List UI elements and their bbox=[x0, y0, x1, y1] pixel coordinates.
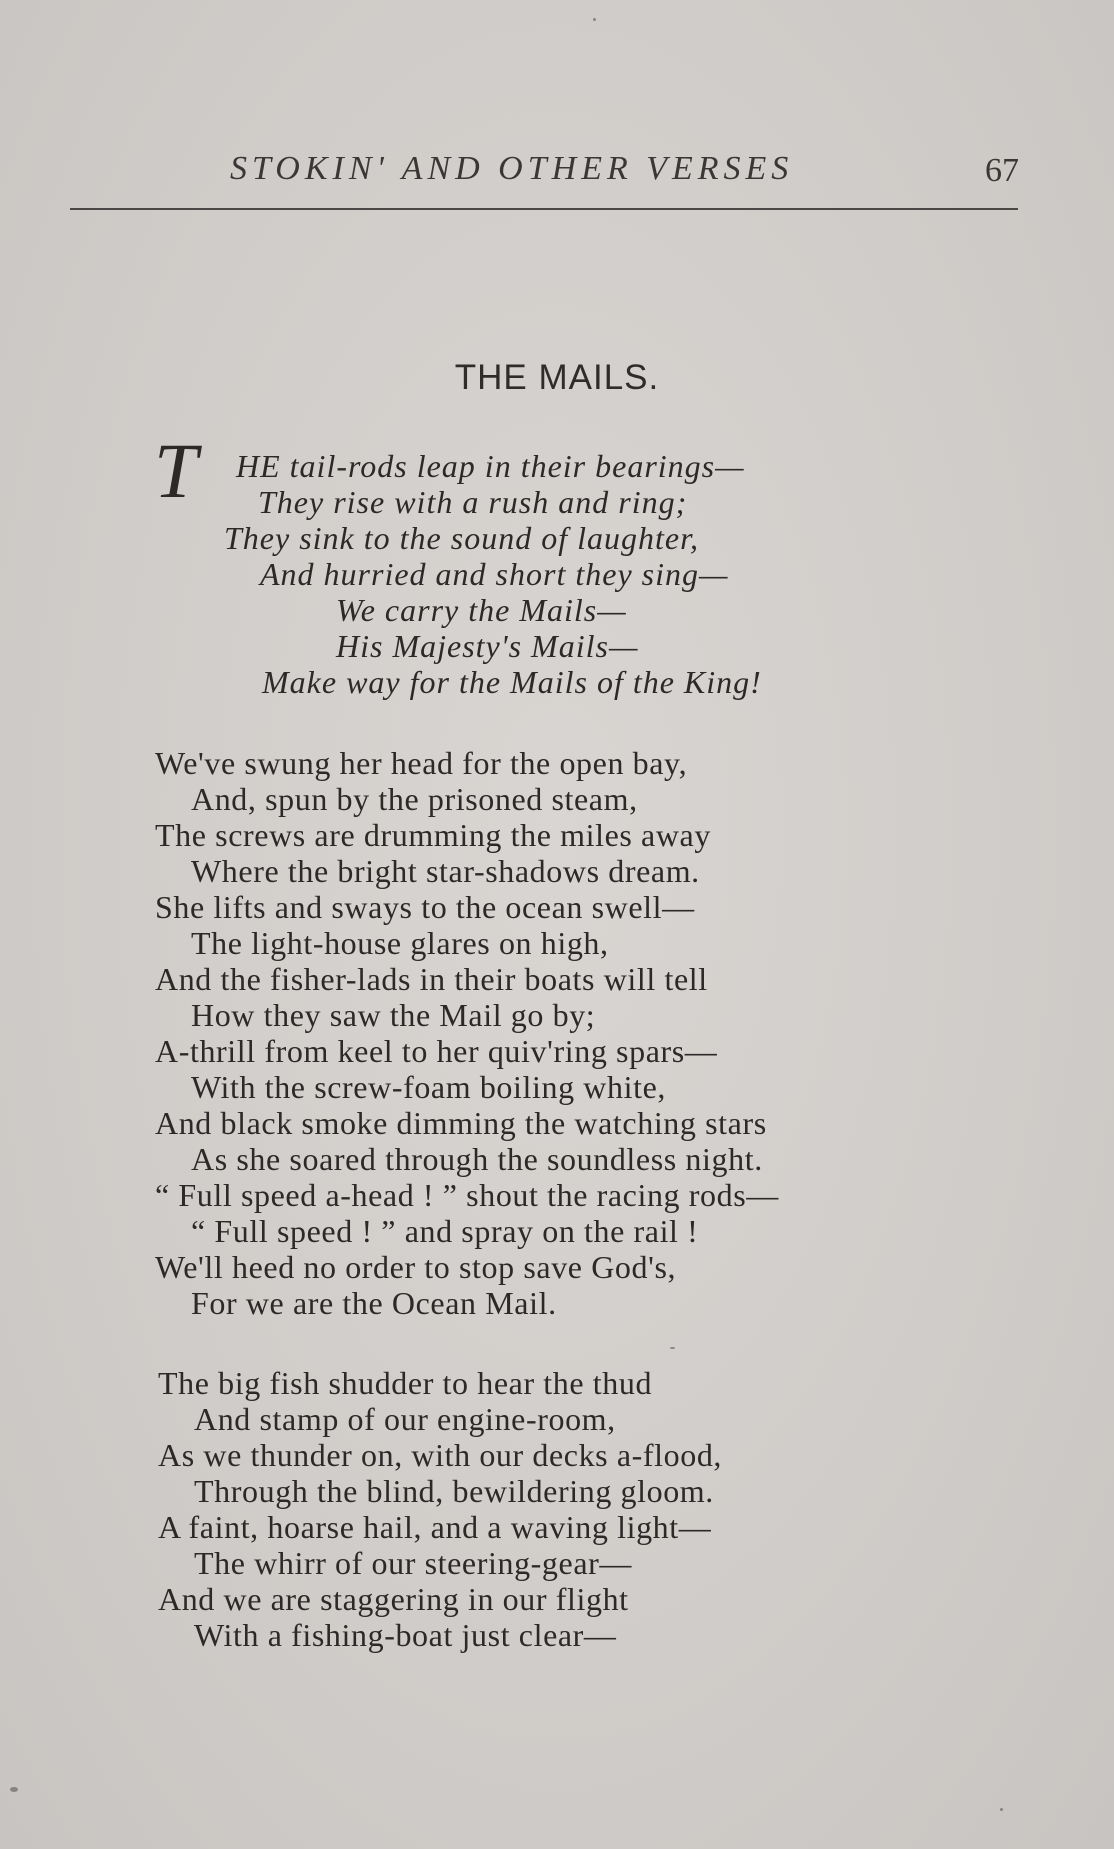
stanza1-line: And hurried and short they sing— bbox=[260, 556, 729, 592]
stanza3-line: The whirr of our steering-gear— bbox=[194, 1545, 632, 1581]
stanza2-line: And, spun by the prisoned steam, bbox=[191, 781, 638, 817]
running-head: STOKIN' AND OTHER VERSES bbox=[230, 150, 794, 187]
stanza1-line: HE tail-rods leap in their bearings— bbox=[236, 448, 745, 484]
paper-speck bbox=[10, 1787, 18, 1792]
stanza1-line: We carry the Mails— bbox=[336, 592, 627, 628]
header-rule bbox=[70, 208, 1018, 210]
stanza1-line: They sink to the sound of laughter, bbox=[224, 520, 699, 556]
stanza2-line: She lifts and sways to the ocean swell— bbox=[155, 889, 695, 925]
stanza2-line: “ Full speed ! ” and spray on the rail ! bbox=[191, 1213, 699, 1249]
stanza2-line: We've swung her head for the open bay, bbox=[155, 745, 688, 781]
stanza2-line: The light-house glares on high, bbox=[191, 925, 609, 961]
stanza3-line: The big fish shudder to hear the thud bbox=[158, 1365, 653, 1401]
stanza3-line: A faint, hoarse hail, and a waving light— bbox=[158, 1509, 712, 1545]
stanza2-line: We'll heed no order to stop save God's, bbox=[155, 1249, 677, 1285]
stanza3-line: With a fishing-boat just clear— bbox=[194, 1617, 617, 1653]
paper-speck bbox=[1000, 1808, 1003, 1811]
paper-speck bbox=[593, 18, 596, 21]
stanza3-line: Through the blind, bewildering gloom. bbox=[194, 1473, 714, 1509]
paper-speck bbox=[670, 1347, 675, 1349]
stanza3-line: And stamp of our engine-room, bbox=[194, 1401, 616, 1437]
poem-title: THE MAILS. bbox=[454, 358, 660, 397]
stanza3-line: And we are staggering in our flight bbox=[158, 1581, 629, 1617]
stanza1-line: They rise with a rush and ring; bbox=[258, 484, 688, 520]
stanza2-line: For we are the Ocean Mail. bbox=[191, 1285, 557, 1321]
stanza2-line: And the fisher-lads in their boats will tell bbox=[155, 961, 708, 997]
stanza3-line: As we thunder on, with our decks a-flood, bbox=[158, 1437, 723, 1473]
stanza1-line: His Majesty's Mails— bbox=[336, 628, 639, 664]
stanza2-line: A-thrill from keel to her quiv'ring spars— bbox=[155, 1033, 718, 1069]
stanza2-line: The screws are drumming the miles away bbox=[155, 817, 711, 853]
page-number: 67 bbox=[985, 152, 1019, 189]
stanza1-line: Make way for the Mails of the King! bbox=[262, 664, 762, 700]
stanza2-line: With the screw-foam boiling white, bbox=[191, 1069, 666, 1105]
stanza2-line: Where the bright star-shadows dream. bbox=[191, 853, 700, 889]
stanza2-line: “ Full speed a-head ! ” shout the racing rods— bbox=[155, 1177, 779, 1213]
stanza2-line: And black smoke dimming the watching stars bbox=[155, 1105, 767, 1141]
stanza2-line: How they saw the Mail go by; bbox=[191, 997, 596, 1033]
stanza2-line: As she soared through the soundless night. bbox=[191, 1141, 763, 1177]
drop-cap: T bbox=[154, 427, 198, 514]
